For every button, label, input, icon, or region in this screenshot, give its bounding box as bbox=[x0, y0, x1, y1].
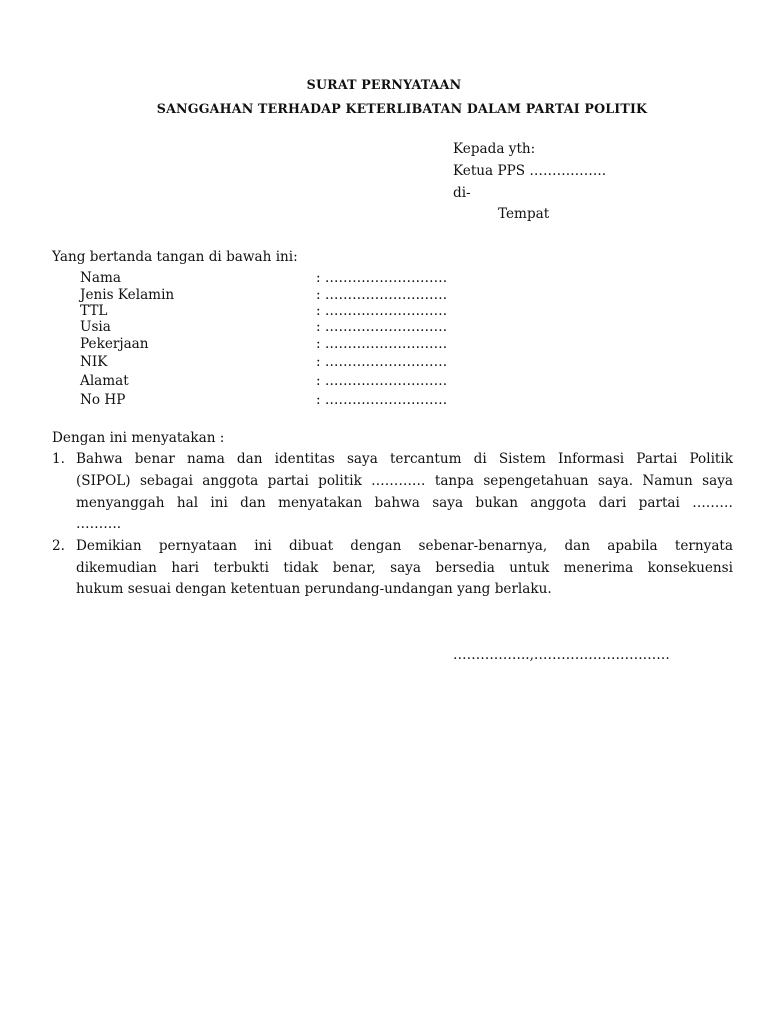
item-1-line-3: menyanggah hal ini dan menyatakan bahwa saya bukan anggota dari partai ……… bbox=[76, 495, 733, 511]
field-value-jenis-kelamin: : ……………………… bbox=[316, 287, 448, 303]
field-value-usia: : ……………………… bbox=[316, 319, 448, 335]
recipient-to: Kepada yth: bbox=[453, 141, 536, 157]
item-1-line-4: ………. bbox=[76, 516, 122, 532]
recipient-at: di- bbox=[453, 185, 471, 201]
item-1-line-2: (SIPOL) sebagai anggota partai politik ………… tanpa sepengetahuan saya. Namun saya bbox=[76, 473, 733, 489]
item-2-line-2: dikemudian hari terbukti tidak benar, saya bersedia untuk menerima konsekuensi bbox=[76, 560, 733, 576]
item-number: 1. bbox=[52, 451, 65, 467]
field-label-nik: NIK bbox=[80, 354, 108, 370]
item-1-line-1: Bahwa benar nama dan identitas saya tercantum di Sistem Informasi Partai Politik bbox=[76, 451, 733, 467]
document-title: SURAT PERNYATAAN bbox=[306, 77, 462, 92]
field-value-ttl: : ……………………… bbox=[316, 303, 448, 319]
field-label-pekerjaan: Pekerjaan bbox=[80, 336, 149, 352]
signature-place-date-line: ……………..,………………………… bbox=[453, 647, 670, 663]
field-label-no-hp: No HP bbox=[80, 392, 126, 408]
field-label-ttl: TTL bbox=[80, 303, 108, 319]
field-value-nama: : ……………………… bbox=[316, 270, 448, 286]
item-number: 2. bbox=[52, 538, 65, 554]
intro-text: Yang bertanda tangan di bawah ini: bbox=[52, 249, 298, 265]
item-2-line-3: hukum sesuai dengan ketentuan perundang-undangan yang berlaku. bbox=[76, 581, 552, 597]
field-value-pekerjaan: : ……………………… bbox=[316, 336, 448, 352]
item-2-line-1: Demikian pernyataan ini dibuat dengan sebenar-benarnya, dan apabila ternyata bbox=[76, 538, 733, 554]
recipient-name: Ketua PPS …………….. bbox=[453, 163, 607, 179]
document-subtitle: SANGGAHAN TERHADAP KETERLIBATAN DALAM PARTAI POLITIK bbox=[156, 101, 648, 116]
field-value-nik: : ……………………… bbox=[316, 354, 448, 370]
field-value-alamat: : ……………………… bbox=[316, 373, 448, 389]
field-label-nama: Nama bbox=[80, 270, 121, 286]
recipient-place: Tempat bbox=[498, 206, 550, 222]
field-label-alamat: Alamat bbox=[80, 373, 129, 389]
field-value-no-hp: : ……………………… bbox=[316, 392, 448, 408]
field-label-usia: Usia bbox=[80, 319, 111, 335]
field-label-jenis-kelamin: Jenis Kelamin bbox=[80, 287, 175, 303]
statement-intro: Dengan ini menyatakan : bbox=[52, 430, 225, 446]
